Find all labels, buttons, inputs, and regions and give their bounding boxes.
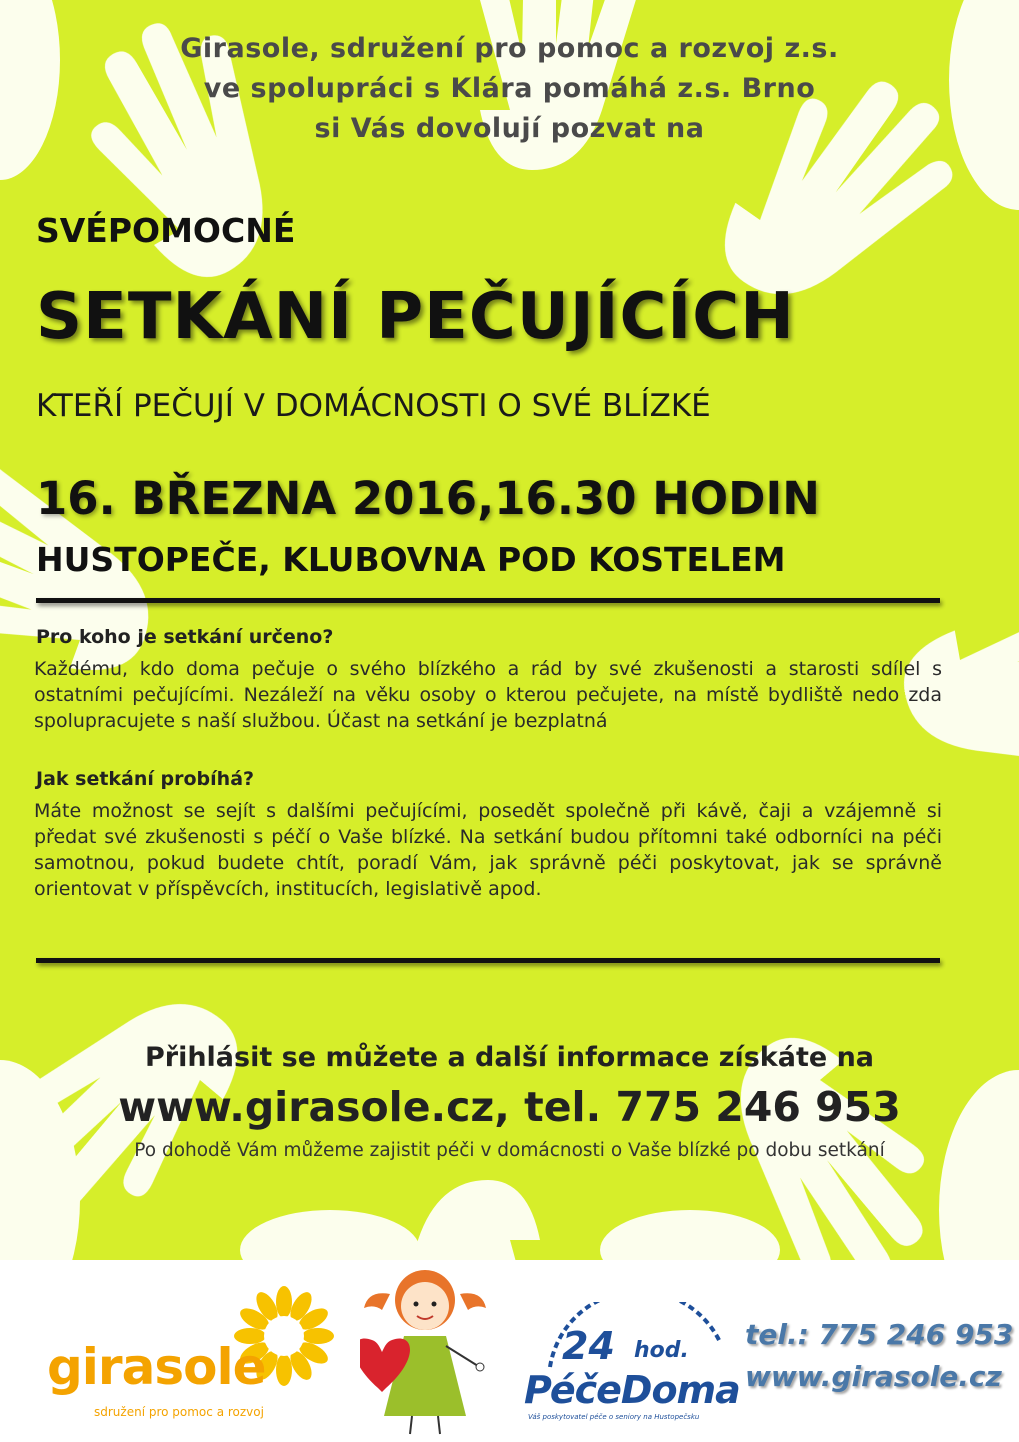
contact-note: Po dohodě Vám můžeme zajistit péči v domácnosti o Vaše blízké po dobu setkání [134, 1140, 885, 1161]
divider-bottom [36, 958, 940, 963]
pece-24: 24 [562, 1324, 615, 1368]
invite-line: si Vás dovolují pozvat na [314, 113, 705, 144]
girasole-wordmark: girasole [47, 1338, 266, 1396]
pece-tagline: Váš poskytovatel péče o seniory na Hustopečsku [528, 1413, 700, 1421]
pece-wordmark: PéčeDoma [524, 1368, 740, 1412]
pece-hod: hod. [634, 1338, 689, 1363]
girasole-tagline: sdružení pro pomoc a rozvoj [94, 1405, 264, 1419]
section-text: Každému, kdo doma pečuje o svého blízkého a rád by své zkušenosti a starosti sdílel s ostatními pečujícími. Nezáleží na věku osoby o kterou pečujete, na místě bydliště nedo zda spolupracujete s naší službou. Účast na setkání je bezplatná [34, 658, 942, 732]
event-place: HUSTOPEČE, KLUBOVNA POD KOSTELEM [36, 540, 786, 579]
contact-web-phone: www.girasole.cz, tel. 775 246 953 [118, 1083, 901, 1131]
contact-intro: Přihlásit se můžete a další informace získáte na [144, 1042, 875, 1073]
logo-phone: tel.: 775 246 953 [745, 1318, 1014, 1351]
logo-strip [0, 1260, 1019, 1442]
organizer-line: Girasole, sdružení pro pomoc a rozvoj z.s. [180, 33, 839, 64]
logo-contact-block [745, 1314, 1013, 1398]
event-pretitle: SVÉPOMOCNÉ [36, 211, 296, 250]
event-subtitle: KTEŘÍ PEČUJÍ V DOMÁCNOSTI O SVÉ BLÍZKÉ [36, 388, 711, 424]
section-text: Máte možnost se sejít s dalšími pečujícími, posedět společně při kávě, čaji a vzájemně si předat své zkušenosti s péčí o Vaše blízké. Na setkání budou přítomni také odborníci na péči samotnou, pokud budete chtít, poradí Vám, jak správně péči poskytovat, jak se správně orientovat v příspěvcích, institucích, legislativě apod. [34, 800, 942, 900]
partner-line: ve spolupráci s Klára pomáhá z.s. Brno [203, 73, 816, 104]
event-datetime: 16. BŘEZNA 2016,16.30 HODIN [36, 472, 820, 525]
girasole-logo [44, 1286, 324, 1426]
section-heading: Jak setkání probíhá? [36, 768, 255, 790]
section-heading: Pro koho je setkání určeno? [36, 626, 334, 648]
girl-with-heart-illustration [360, 1266, 495, 1438]
divider-top [36, 598, 940, 603]
logo-website: www.girasole.cz [745, 1360, 1002, 1393]
event-title: SETKÁNÍ PEČUJÍCÍCH [36, 280, 795, 354]
pece-doma-logo [520, 1302, 740, 1427]
